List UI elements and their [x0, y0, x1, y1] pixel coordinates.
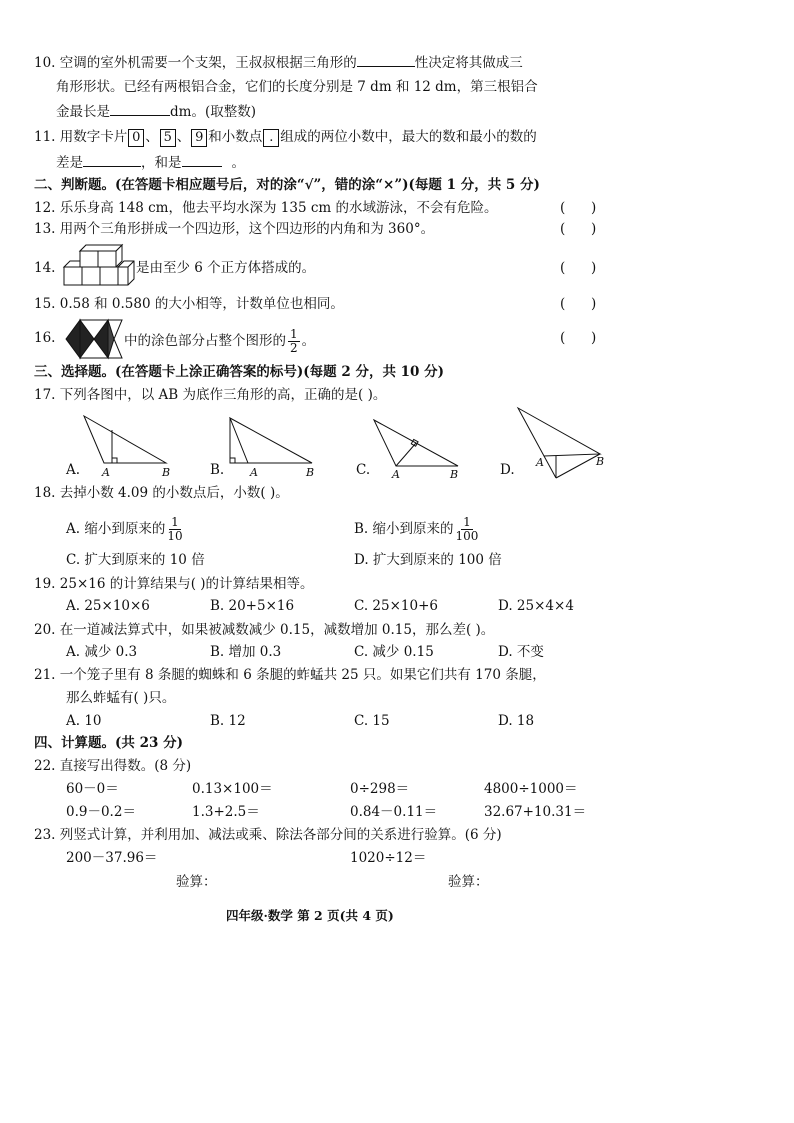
q22-item[interactable]: 0.84－0.11＝ [350, 804, 438, 820]
q16-num: 16. [34, 330, 56, 346]
q17-option-a-label[interactable]: A. [66, 462, 81, 478]
q19-text: 19. 25×16 的计算结果与( )的计算结果相等。 [34, 576, 314, 592]
q11-blank-sum[interactable] [182, 152, 222, 167]
q17-triangle-c [374, 420, 466, 468]
q16-answer-paren[interactable]: ( ) [560, 330, 597, 346]
q21-line2: 那么蚱蜢有( )只。 [66, 690, 176, 706]
q18a-frac-den: 10 [167, 529, 183, 543]
digit-card-9: 9 [191, 129, 207, 147]
q17c-point-b: B [450, 468, 459, 481]
q18-option-b-fraction [456, 516, 479, 543]
q16-frac-num: 1 [290, 327, 298, 341]
q17-triangle-a [84, 416, 176, 468]
q15-answer-paren[interactable]: ( ) [560, 296, 597, 312]
q17-option-c-label[interactable]: C. [356, 462, 371, 478]
q10-line3 [56, 101, 256, 122]
q21-line1: 21. 一个笼子里有 8 条腿的蜘蛛和 6 条腿的蚱蜢共 25 只。如果它们共有 170 条腿， [34, 667, 546, 683]
section-3-heading: 三、选择题。(在答题卡上涂正确答案的标号)(每题 2 分，共 10 分) [34, 364, 445, 380]
q17b-point-a: A [250, 466, 258, 479]
q22-item[interactable]: 0.13×100＝ [192, 781, 273, 797]
q20-option-d[interactable]: D. 不变 [498, 644, 544, 660]
q10-line1 [34, 52, 523, 73]
q16-text-b: 。 [301, 333, 316, 349]
q17-triangle-d [516, 408, 606, 478]
q21-option-c[interactable]: C. 15 [354, 713, 390, 729]
q16-fraction [288, 328, 300, 355]
q23-text: 23. 列竖式计算，并利用加、减法或乘、除法各部分间的关系进行验算。(6 分) [34, 827, 502, 843]
q10-text-d: dm。(取整数) [170, 104, 256, 120]
q17c-point-a: A [392, 468, 400, 481]
q19-option-c[interactable]: C. 25×10+6 [354, 598, 438, 614]
q21-option-a[interactable]: A. 10 [66, 713, 102, 729]
q23-check-label-b: 验算： [448, 874, 489, 890]
q20-option-a[interactable]: A. 减少 0.3 [66, 644, 138, 660]
q20-option-b[interactable]: B. 增加 0.3 [210, 644, 282, 660]
q18b-frac-den: 100 [455, 529, 479, 543]
digit-card-0: 0 [128, 129, 144, 147]
q13-text: 13. 用两个三角形拼成一个四边形，这个四边形的内角和为 360°。 [34, 221, 435, 237]
digit-card-5: 5 [160, 129, 176, 147]
q20-text: 20. 在一道减法算式中，如果被减数减少 0.15，减数增加 0.15，那么差( )。 [34, 622, 495, 638]
q22-item[interactable]: 32.67+10.31＝ [484, 804, 587, 820]
section-4-heading: 四、计算题。(共 23 分) [34, 735, 183, 751]
q15-text: 15. 0.58 和 0.580 的大小相等，计数单位也相同。 [34, 296, 344, 312]
q17b-point-b: B [306, 466, 315, 479]
q11-text-d: 差是 [56, 155, 83, 171]
q16-frac-den: 2 [290, 341, 298, 355]
q17d-point-b: B [596, 455, 605, 468]
q14-answer-paren[interactable]: ( ) [560, 260, 597, 276]
q22-text: 22. 直接写出得数。(8 分) [34, 758, 192, 774]
q18-option-a-fraction [167, 516, 182, 543]
q11-sep: 、 [176, 129, 191, 145]
q18b-frac-num: 1 [463, 515, 471, 529]
q11-text-c: 组成的两位小数中，最大的数和最小的数的 [280, 129, 537, 145]
q22-item[interactable]: 1.3+2.5＝ [192, 804, 260, 820]
q23-check-label-a: 验算： [176, 874, 217, 890]
q12-answer-paren[interactable]: ( ) [560, 200, 597, 216]
q11-text-e: ，和是 [141, 155, 182, 171]
q12-text: 12. 乐乐身高 148 cm，他去平均水深为 135 cm 的水域游泳，不会有危险。 [34, 200, 498, 216]
q22-item[interactable]: 4800÷1000＝ [484, 781, 578, 797]
q16-text-a: 中的涂色部分占整个图形的 [124, 333, 286, 349]
q22-item[interactable]: 0÷298＝ [350, 781, 410, 797]
q14-num: 14. [34, 260, 56, 276]
q18-option-a-text: A. 缩小到原来的 [66, 521, 166, 537]
q18-option-b[interactable] [354, 516, 480, 543]
q21-option-d[interactable]: D. 18 [498, 713, 535, 729]
cube-stack-figure [64, 245, 136, 289]
decimal-point-card: . [263, 129, 279, 147]
q13-answer-paren[interactable]: ( ) [560, 221, 597, 237]
q10-text-b: 性决定将其做成三 [414, 55, 523, 71]
q17a-point-a: A [102, 466, 110, 479]
q19-option-d[interactable]: D. 25×4×4 [498, 598, 574, 614]
q19-option-b[interactable]: B. 20+5×16 [210, 598, 295, 614]
q18a-frac-num: 1 [171, 515, 179, 529]
q17-triangle-b [226, 418, 318, 470]
q17a-point-b: B [162, 466, 171, 479]
q11-text-a: 11. 用数字卡片 [34, 129, 128, 145]
q11-text-f: 。 [231, 155, 245, 171]
q10-text-a: 10. 空调的室外机需要一个支架，王叔叔根据三角形的 [34, 55, 357, 71]
q18-text: 18. 去掉小数 4.09 的小数点后，小数( )。 [34, 485, 289, 501]
q17-option-b-label[interactable]: B. [210, 462, 225, 478]
q22-item[interactable]: 60－0＝ [66, 781, 119, 797]
q17d-point-a: A [536, 456, 544, 469]
q11-line2 [56, 152, 245, 173]
q18-option-b-text: B. 缩小到原来的 [354, 521, 454, 537]
q14-text: 是由至少 6 个正方体搭成的。 [136, 260, 316, 276]
q22-item[interactable]: 0.9－0.2＝ [66, 804, 136, 820]
q11-sep: 、 [145, 129, 159, 145]
q17-option-d-label[interactable]: D. [500, 462, 515, 478]
q21-option-b[interactable]: B. 12 [210, 713, 246, 729]
q11-blank-diff[interactable] [83, 152, 141, 167]
q19-option-a[interactable]: A. 25×10×6 [66, 598, 150, 614]
shaded-shape-figure [66, 320, 122, 358]
q11-line1 [34, 127, 537, 147]
q10-blank-2[interactable] [110, 101, 170, 116]
q16-text [124, 328, 315, 355]
q18-option-c[interactable]: C. 扩大到原来的 10 倍 [66, 552, 205, 568]
q11-text-b: 和小数点 [208, 129, 263, 145]
q20-option-c[interactable]: C. 减少 0.15 [354, 644, 434, 660]
q18-option-d[interactable]: D. 扩大到原来的 100 倍 [354, 552, 502, 568]
q23-item-b[interactable]: 1020÷12＝ [350, 850, 427, 866]
q17-text: 17. 下列各图中，以 AB 为底作三角形的高，正确的是( )。 [34, 387, 387, 403]
q23-item-a[interactable]: 200－37.96＝ [66, 850, 158, 866]
q10-text-c: 金最长是 [56, 104, 110, 120]
q10-line2: 角形形状。已经有两根铝合金，它们的长度分别是 7 dm 和 12 dm，第三根铝合 [56, 79, 538, 95]
q18-option-a[interactable] [66, 516, 185, 543]
q10-blank-1[interactable] [357, 52, 415, 67]
page-footer: 四年级·数学 第 2 页(共 4 页) [226, 908, 394, 923]
section-2-heading: 二、判断题。(在答题卡相应题号后，对的涂“√”，错的涂“×”)(每题 1 分，共 5 分) [34, 177, 540, 193]
